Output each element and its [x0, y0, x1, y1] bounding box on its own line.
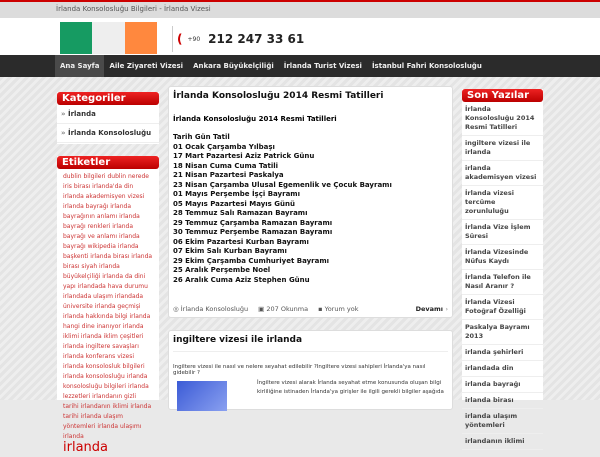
- recent-post-link[interactable]: irlanda akademisyen vizesi: [462, 161, 543, 186]
- tag-link[interactable]: irlanda: [63, 440, 108, 455]
- holiday-row: 26 Aralık Cuma Aziz Stephen Günu: [173, 275, 310, 284]
- recent-post-link[interactable]: İrlanda Vize İşlem Süresi: [462, 220, 543, 245]
- recent-post-link[interactable]: ingiltere vizesi ile irlanda: [462, 136, 543, 161]
- post-intro: Ingiltere vizesi ile nasıl ve nelere seyahat edilebilir ?Ingiltere vizesi sahipleri İrlanda'ya nasıl gidebilir ?: [173, 364, 426, 376]
- comments-meta[interactable]: ▪ Yorum yok: [318, 305, 359, 313]
- holiday-row: 30 Temmuz Perşembe Ramazan Bayramı: [173, 228, 333, 236]
- holiday-row: 17 Mart Pazartesi Aziz Patrick Günu: [173, 152, 315, 160]
- recent-post-link[interactable]: İrlanda Vizesi Fotoğraf Özelliği: [462, 295, 543, 320]
- uk-map-image: [177, 381, 227, 411]
- recent-post-link[interactable]: irlandanın iklimi: [462, 434, 543, 450]
- phone-prefix: +90: [187, 35, 201, 43]
- main-nav: [0, 55, 600, 77]
- holiday-row: 06 Ekim Pazartesi Kurban Bayramı: [173, 237, 309, 246]
- category-link[interactable]: » İrlanda: [57, 105, 159, 124]
- views-meta: ▣ 207 Okunma: [258, 305, 309, 313]
- holiday-row: 23 Nisan Çarşamba Ulusal Egemenlik ve Çocuk Bayramı: [173, 180, 392, 189]
- categories-widget: [57, 92, 159, 144]
- tags-widget: [57, 156, 159, 455]
- read-more-link[interactable]: [416, 305, 448, 313]
- nav-home[interactable]: Ana Sayfa: [55, 55, 104, 77]
- holiday-row: 05 Mayıs Pazartesi Mayıs Günü: [173, 199, 295, 208]
- post-card: [168, 86, 453, 318]
- holiday-row: 29 Ekim Çarşamba Cumhuriyet Bayramı: [173, 256, 330, 265]
- post-title[interactable]: ingiltere vizesi ile irlanda: [173, 335, 448, 352]
- nav-ankara-embassy[interactable]: Ankara Büyükelçiliği: [193, 62, 274, 70]
- holiday-row: 01 Ocak Çarşamba Yılbaşı: [173, 142, 275, 151]
- holiday-row: 01 Mayıs Perşembe İşçi Bayramı: [173, 190, 300, 198]
- site-tagline: İrlanda Konsolosluğu Bilgileri - İrlanda Vizesi: [56, 5, 211, 13]
- recent-posts-widget: [462, 89, 543, 445]
- post-meta: [173, 305, 448, 313]
- chevron-right-icon: ›: [445, 305, 448, 313]
- header: [0, 18, 600, 55]
- recent-post-link[interactable]: İrlanda Telefon ile Nasıl Aranır ?: [462, 270, 543, 295]
- recent-post-link[interactable]: Paskalya Bayramı 2013: [462, 320, 543, 345]
- comment-count[interactable]: Yorum yok: [324, 305, 359, 313]
- category-link[interactable]: » İrlanda Konsolosluğu: [57, 124, 159, 143]
- category-meta[interactable]: ◎ İrlanda Konsolosluğu: [173, 305, 249, 313]
- nav-tourist-visa[interactable]: İrlanda Turist Vizesi: [283, 62, 362, 70]
- recent-post-link[interactable]: İrlanda Vizesinde Nüfus Kaydı: [462, 245, 543, 270]
- holiday-row: 28 Temmuz Salı Ramazan Bayramı: [173, 209, 308, 217]
- view-count: 207 Okunma: [266, 305, 309, 313]
- post-category[interactable]: İrlanda Konsolosluğu: [180, 305, 249, 313]
- holiday-row: 21 Nisan Pazartesi Paskalya: [173, 171, 284, 179]
- holiday-row: 29 Temmuz Çarşamba Ramazan Bayramı: [173, 218, 333, 227]
- top-bar: [0, 0, 600, 18]
- tag-cloud[interactable]: dublin bilgileri dublin nerede iris birası irlanda'da din irlanda akademisyen vizesi irlanda bayrağı irlanda bayrağının anlamı irlanda bayrağı renkleri irlanda bayrağı ve anlamı irlanda bayrağı wikipedia irlanda başkenti irlanda birası irlanda birası siyah irlanda büyükelçiliği irlanda da dini yapı irlandada hava durumu irlandada ulaşım irlandada üniversite irlanda geçmişi irlanda hakkında bilgi irlanda hangi dine inanıyor irlanda iklimi irlanda iklim çeşitleri irlanda ingiltere savaşları irlanda konferans vizesi irlanda konsolosluk bilgileri irlanda konsolosluğu irlanda konsolosluğu bilgileri irlanda lezzetleri irlandanın gizli tarihi irlandanın iklimi irlanda tarihi irlanda ulaşım yöntemleri irlanda ulaşımı irlanda: [63, 173, 153, 440]
- nav-family-visa[interactable]: Aile Ziyareti Vizesi: [109, 62, 184, 70]
- phone-block: [172, 26, 304, 52]
- recent-post-link[interactable]: irlanda ulaşım yöntemleri: [462, 409, 543, 434]
- recent-post-link[interactable]: irlandada din: [462, 361, 543, 377]
- holiday-row: 18 Nisan Cuma Cuma Tatili: [173, 161, 279, 170]
- widget-title: Etiketler: [57, 156, 159, 169]
- recent-post-link[interactable]: irlanda bayrağı: [462, 377, 543, 393]
- widget-title: Son Yazılar: [462, 89, 543, 102]
- post-title[interactable]: İrlanda Konsolosluğu 2014 Resmi Tatilleri: [173, 91, 384, 101]
- recent-post-link[interactable]: irlanda birası: [462, 393, 543, 409]
- post-card: [168, 330, 453, 410]
- recent-post-link[interactable]: irlanda şehirleri: [462, 345, 543, 361]
- recent-post-link[interactable]: İrlanda Konsolosluğu 2014 Resmi Tatilleri: [462, 102, 543, 136]
- phone-number: 212 247 33 61: [208, 32, 305, 46]
- phone-icon: (: [177, 32, 183, 46]
- holiday-list: [173, 133, 448, 285]
- widget-title: Kategoriler: [57, 92, 159, 105]
- holiday-row: 07 Ekim Salı Kurban Bayramı: [173, 247, 287, 255]
- holiday-row: 25 Aralık Perşembe Noel: [173, 266, 271, 274]
- post-subtitle: İrlanda Konsolosluğu 2014 Resmi Tatilleri: [173, 115, 337, 123]
- holiday-row: Tarih Gün Tatil: [173, 133, 230, 141]
- read-more-label[interactable]: Devamı: [415, 305, 444, 313]
- recent-post-link[interactable]: İrlanda vizesi tercüme zorunluluğu: [462, 186, 543, 220]
- logo-flag[interactable]: [60, 22, 157, 54]
- post-excerpt: İngiltere vizesi alarak İrlanda seyahat etme konusunda oluşan bilgi kirliliğine istinaden İrlanda'ya girişler ile ilgili gerekli bilgiler aşağıda: [257, 380, 444, 395]
- nav-istanbul-consulate[interactable]: İstanbul Fahri Konsolosluğu: [371, 62, 482, 70]
